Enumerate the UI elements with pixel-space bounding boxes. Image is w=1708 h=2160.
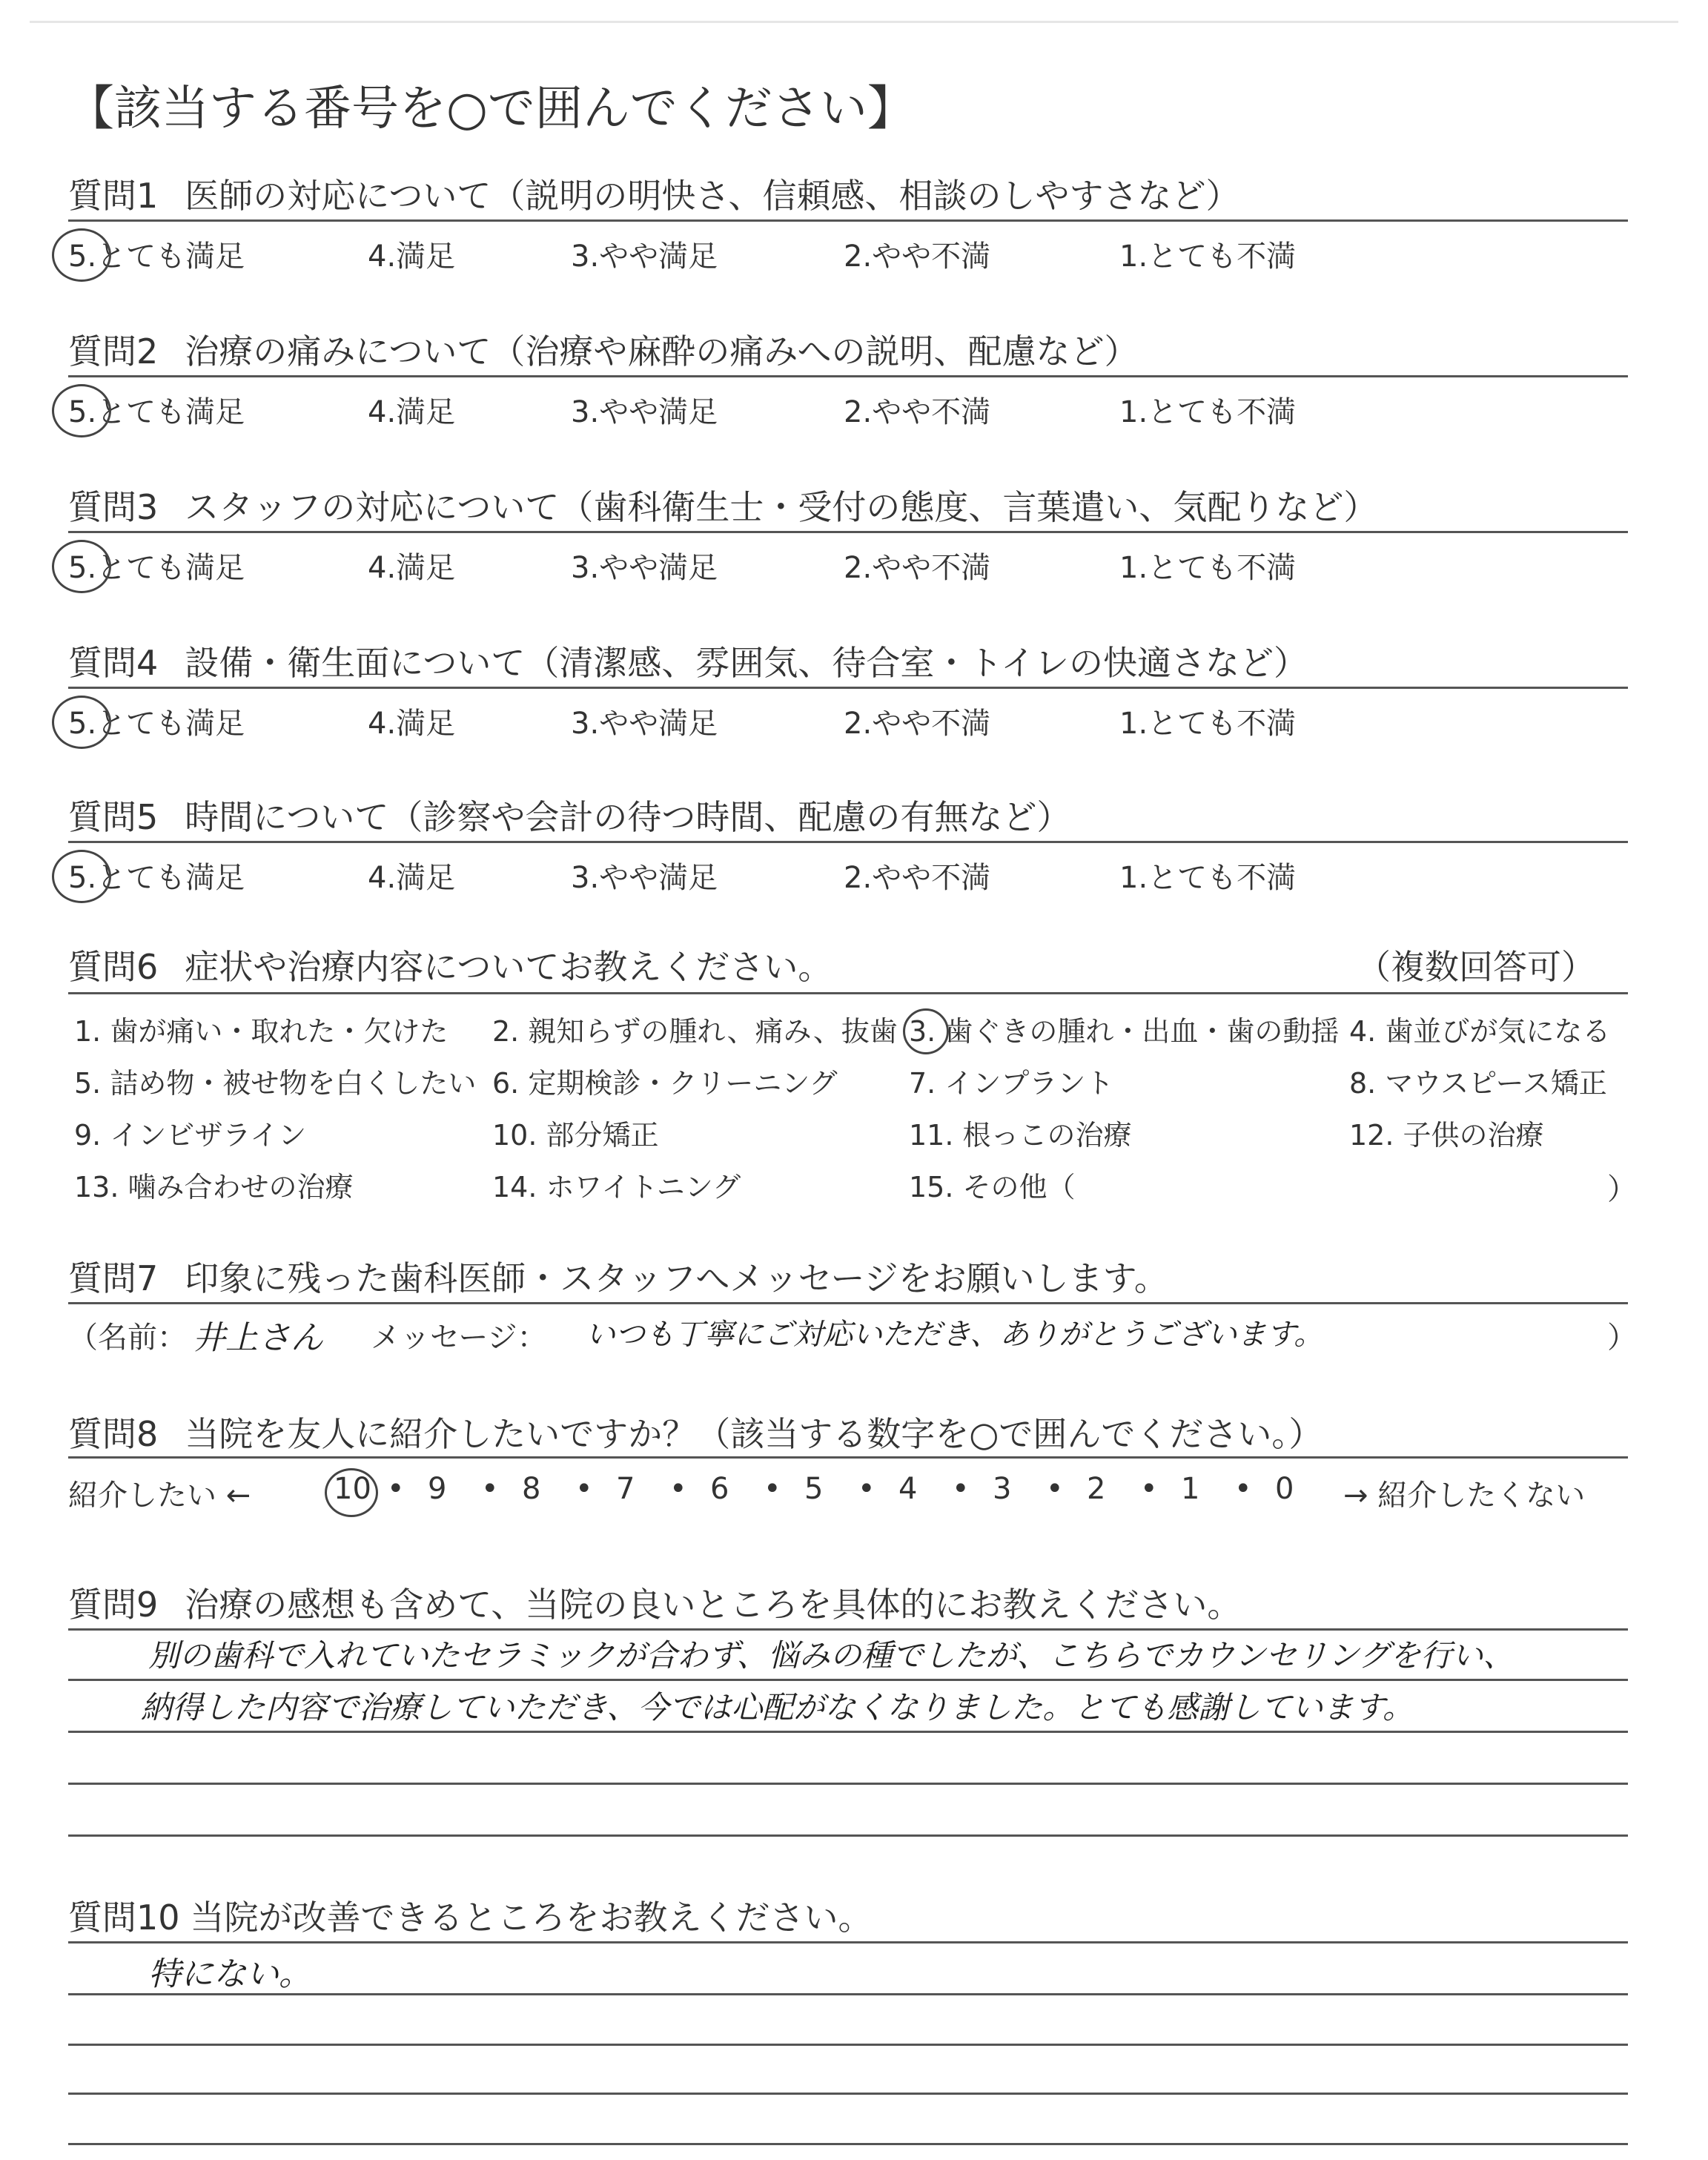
q8-number: 質問8 bbox=[68, 1414, 159, 1454]
q6-option-14[interactable]: 14. ホワイトニング bbox=[492, 1171, 741, 1203]
q10-number: 質問10 bbox=[68, 1898, 180, 1938]
q7-heading bbox=[68, 1252, 1168, 1301]
q4-option-2[interactable]: 2.やや不満 bbox=[844, 707, 991, 741]
q1-option-4[interactable]: 4.満足 bbox=[368, 240, 456, 274]
q9-text: 治療の感想も含めて、当院の良いところを具体的にお教えください。 bbox=[185, 1585, 1242, 1625]
q8-scale-6[interactable]: 6 bbox=[710, 1472, 729, 1506]
q6-option-11[interactable]: 11. 根っこの治療 bbox=[909, 1119, 1132, 1152]
q2-option-5[interactable]: 5.とても満足 bbox=[68, 395, 245, 429]
q6-note: （複数回答可） bbox=[1357, 947, 1595, 987]
q6-option-3[interactable]: 3. 歯ぐきの腫れ・出血・歯の動揺 bbox=[909, 1015, 1340, 1048]
q10-line-2 bbox=[68, 1993, 1628, 1995]
q6-option-8[interactable]: 8. マウスピース矯正 bbox=[1349, 1067, 1607, 1100]
q5-number: 質問5 bbox=[68, 797, 159, 837]
q8-scale-separator: • bbox=[1046, 1472, 1064, 1506]
q8-scale-2[interactable]: 2 bbox=[1087, 1472, 1106, 1506]
q8-left-label: 紹介したい ← bbox=[68, 1479, 251, 1513]
q9-line-3 bbox=[68, 1731, 1628, 1733]
q8-scale-8[interactable]: 8 bbox=[522, 1472, 541, 1506]
q4-option-4[interactable]: 4.満足 bbox=[368, 707, 456, 741]
q8-right-label: → 紹介したくない bbox=[1343, 1479, 1586, 1513]
q6-option-4[interactable]: 4. 歯並びが気になる bbox=[1349, 1015, 1611, 1048]
q6-text: 症状や治療内容についてお教えください。 bbox=[185, 947, 833, 987]
q4-number: 質問4 bbox=[68, 643, 159, 683]
q8-scale-separator: • bbox=[1234, 1472, 1252, 1506]
q10-line-5 bbox=[68, 2143, 1628, 2145]
q5-heading bbox=[68, 790, 1070, 839]
q6-option-1[interactable]: 1. 歯が痛い・取れた・欠けた bbox=[74, 1015, 448, 1048]
q5-selection-circle bbox=[52, 850, 111, 903]
q8-scale-4[interactable]: 4 bbox=[898, 1472, 918, 1506]
q7-text: 印象に残った歯科医師・スタッフへメッセージをお願いします。 bbox=[185, 1258, 1168, 1298]
q8-scale-7[interactable]: 7 bbox=[616, 1472, 635, 1506]
q5-option-4[interactable]: 4.満足 bbox=[368, 861, 456, 895]
q3-option-1[interactable]: 1.とても不満 bbox=[1119, 551, 1297, 585]
q10-line-1 bbox=[68, 1941, 1628, 1943]
q3-selection-circle bbox=[52, 540, 111, 593]
q10-line-3 bbox=[68, 2044, 1628, 2046]
q6-option-5[interactable]: 5. 詰め物・被せ物を白くしたい bbox=[74, 1067, 477, 1100]
q8-heading bbox=[68, 1407, 1323, 1456]
q6-rule bbox=[68, 992, 1628, 994]
q2-option-2[interactable]: 2.やや不満 bbox=[844, 395, 991, 429]
q10-answer-line-1: 特にない。 bbox=[148, 1955, 311, 1993]
q9-answer-line-1: 別の歯科で入れていたセラミックが合わず、悩みの種でしたが、こちらでカウンセリングを行い、 bbox=[148, 1637, 1515, 1674]
q8-scale-separator: • bbox=[387, 1472, 405, 1506]
q8-scale-5[interactable]: 5 bbox=[804, 1472, 824, 1506]
q9-number: 質問9 bbox=[68, 1585, 159, 1625]
page-title: 【該当する番号を○で囲んでください】 bbox=[67, 82, 915, 136]
q4-option-3[interactable]: 3.やや満足 bbox=[571, 707, 718, 741]
q10-heading bbox=[68, 1891, 873, 1940]
q8-scale-separator: • bbox=[952, 1472, 970, 1506]
q9-answer-line-2: 納得した内容で治療していただき、今では心配がなくなりました。とても感謝しています。 bbox=[141, 1689, 1414, 1725]
q8-scale-separator: • bbox=[669, 1472, 687, 1506]
q4-option-1[interactable]: 1.とても不満 bbox=[1119, 707, 1297, 741]
q8-scale-separator: • bbox=[764, 1472, 781, 1506]
q4-rule bbox=[68, 687, 1628, 689]
q7-rule bbox=[68, 1302, 1628, 1304]
q6-option-12[interactable]: 12. 子供の治療 bbox=[1349, 1119, 1544, 1152]
q6-option-15[interactable]: 15. その他（ bbox=[909, 1171, 1076, 1203]
q1-rule bbox=[68, 219, 1628, 222]
q6-selection-circle bbox=[903, 1008, 949, 1054]
q3-heading bbox=[68, 480, 1377, 529]
q3-text: スタッフの対応について（歯科衛生士・受付の態度、言葉遣い、気配りなど） bbox=[185, 487, 1378, 527]
q3-rule bbox=[68, 531, 1628, 533]
q5-option-1[interactable]: 1.とても不満 bbox=[1119, 861, 1297, 895]
q7-message-label: メッセージ： bbox=[371, 1321, 547, 1355]
q9-line-2 bbox=[68, 1679, 1628, 1681]
q5-option-2[interactable]: 2.やや不満 bbox=[844, 861, 991, 895]
q6-option-13[interactable]: 13. 噛み合わせの治療 bbox=[74, 1171, 354, 1203]
q3-option-3[interactable]: 3.やや満足 bbox=[571, 551, 718, 585]
q1-text: 医師の対応について（説明の明快さ、信頼感、相談のしやすさなど） bbox=[185, 176, 1240, 216]
q3-option-5[interactable]: 5.とても満足 bbox=[68, 551, 245, 585]
q6-option-2[interactable]: 2. 親知らずの腫れ、痛み、抜歯 bbox=[492, 1015, 898, 1048]
q10-text: 当院が改善できるところをお教えください。 bbox=[190, 1898, 873, 1938]
q8-scale-separator: • bbox=[858, 1472, 875, 1506]
q7-number: 質問7 bbox=[68, 1258, 159, 1298]
q8-scale-separator: • bbox=[481, 1472, 499, 1506]
q6-option-9[interactable]: 9. インビザライン bbox=[74, 1119, 307, 1152]
q1-option-2[interactable]: 2.やや不満 bbox=[844, 240, 991, 274]
q3-number: 質問3 bbox=[68, 487, 159, 527]
q8-scale-0[interactable]: 0 bbox=[1275, 1472, 1294, 1506]
q2-option-4[interactable]: 4.満足 bbox=[368, 395, 456, 429]
q8-scale-separator: • bbox=[575, 1472, 593, 1506]
q8-scale-10[interactable]: 10 bbox=[334, 1472, 371, 1506]
q1-option-1[interactable]: 1.とても不満 bbox=[1119, 240, 1297, 274]
q2-selection-circle bbox=[52, 384, 111, 437]
q9-line-5 bbox=[68, 1834, 1628, 1837]
q5-text: 時間について（診察や会計の待つ時間、配慮の有無など） bbox=[185, 797, 1071, 837]
q1-number: 質問1 bbox=[68, 176, 159, 216]
q10-line-4 bbox=[68, 2093, 1628, 2095]
q6-close-paren: ） bbox=[1607, 1172, 1637, 1206]
q5-option-5[interactable]: 5.とても満足 bbox=[68, 861, 245, 895]
q6-heading bbox=[68, 940, 832, 989]
q8-rule bbox=[68, 1456, 1628, 1459]
top-border bbox=[30, 21, 1678, 23]
q3-option-2[interactable]: 2.やや不満 bbox=[844, 551, 991, 585]
q2-option-1[interactable]: 1.とても不満 bbox=[1119, 395, 1297, 429]
q5-option-3[interactable]: 3.やや満足 bbox=[571, 861, 718, 895]
q2-rule bbox=[68, 375, 1628, 377]
q8-text: 当院を友人に紹介したいですか？（該当する数字を○で囲んでください。） bbox=[185, 1414, 1323, 1454]
q3-option-4[interactable]: 4.満足 bbox=[368, 551, 456, 585]
q6-number: 質問6 bbox=[68, 947, 159, 987]
q2-heading bbox=[68, 325, 1138, 374]
q1-selection-circle bbox=[52, 228, 111, 282]
q4-heading bbox=[68, 636, 1308, 685]
q1-option-3[interactable]: 3.やや満足 bbox=[571, 240, 718, 274]
q6-option-7[interactable]: 7. インプラント bbox=[909, 1067, 1114, 1100]
q9-line-1 bbox=[68, 1628, 1628, 1631]
q7-name-value: 井上さん bbox=[193, 1319, 323, 1357]
q7-close-paren: ） bbox=[1607, 1321, 1637, 1355]
q4-selection-circle bbox=[52, 696, 111, 749]
q1-option-5[interactable]: 5.とても満足 bbox=[68, 240, 245, 274]
q8-scale-3[interactable]: 3 bbox=[993, 1472, 1012, 1506]
q9-heading bbox=[68, 1578, 1241, 1627]
q8-scale-separator: • bbox=[1140, 1472, 1158, 1506]
q6-option-10[interactable]: 10. 部分矯正 bbox=[492, 1119, 659, 1152]
q4-option-5[interactable]: 5.とても満足 bbox=[68, 707, 245, 741]
q7-name-label: （名前： bbox=[68, 1321, 187, 1355]
q2-number: 質問2 bbox=[68, 331, 159, 371]
q5-rule bbox=[68, 841, 1628, 843]
q8-scale-1[interactable]: 1 bbox=[1181, 1472, 1200, 1506]
q2-text: 治療の痛みについて（治療や麻酔の痛みへの説明、配慮など） bbox=[185, 331, 1139, 371]
q4-text: 設備・衛生面について（清潔感、雰囲気、待合室・トイレの快適さなど） bbox=[185, 643, 1308, 683]
q1-heading bbox=[68, 169, 1240, 218]
q9-line-4 bbox=[68, 1783, 1628, 1785]
q6-option-6[interactable]: 6. 定期検診・クリーニング bbox=[492, 1067, 838, 1100]
q2-option-3[interactable]: 3.やや満足 bbox=[571, 395, 718, 429]
q8-scale-9[interactable]: 9 bbox=[428, 1472, 447, 1506]
q7-message-value: いつも丁寧にご対応いただき、ありがとうございます。 bbox=[586, 1318, 1324, 1352]
q8-selection-circle bbox=[325, 1468, 378, 1517]
